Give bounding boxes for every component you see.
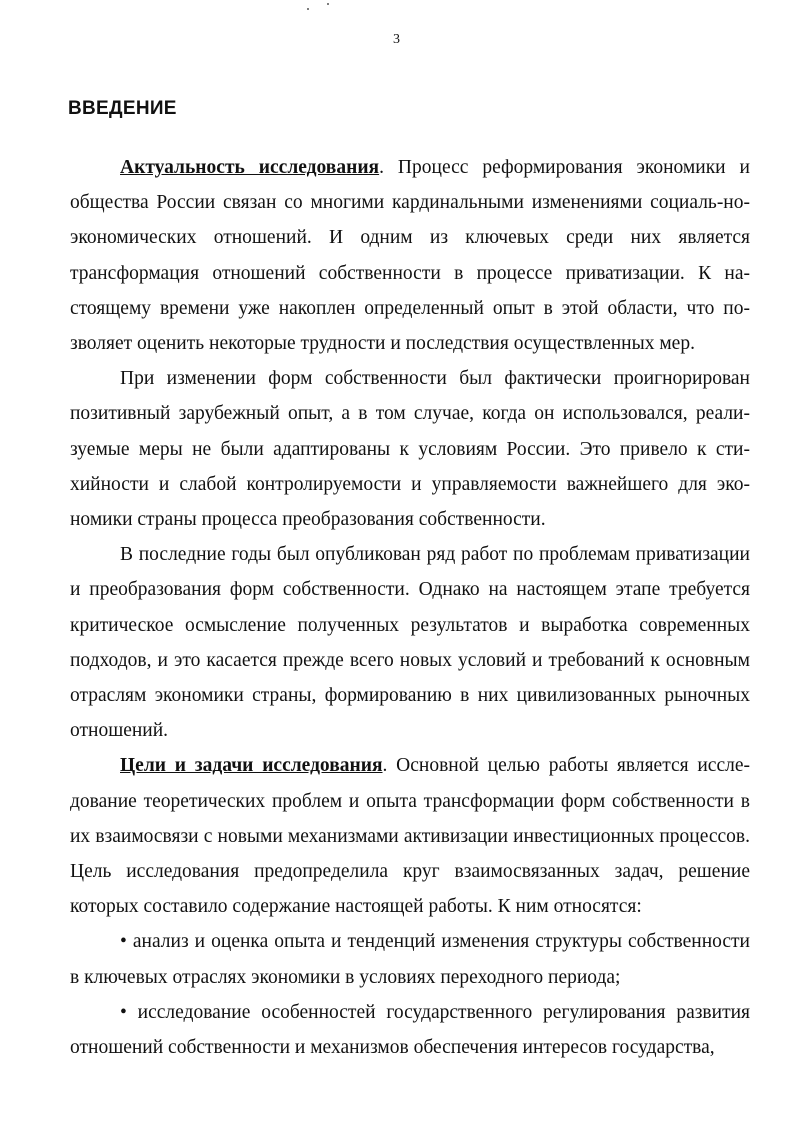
- paragraph-text: При изменении форм собственности был фактически проигнорирован позитивный зарубежный опыт, а в том случае, когда он использовался, реализуемые меры не были адаптированы к условиям России. Это привело к стихийности и слабой контролируемости и управляемости важнейшего для экономики страны процесса преобразования собственности.: [70, 368, 750, 531]
- list-item: [70, 924, 750, 994]
- list-item-text: • анализ и оценка опыта и тенденций изменения структуры собственности в ключевых отраслях экономики в условиях переходного периода;: [70, 931, 750, 988]
- section-heading: ВВЕДЕНИЕ: [68, 98, 177, 119]
- paragraph-text: В последние годы был опубликован ряд работ по проблемам приватизации и преобразования форм собственности. Однако на настоящем этапе требуется критическое осмысление полученных результатов и выработка современных подходов, и это касается прежде всего новых условий и требований к основным отраслям экономики страны, формированию в них цивилизованных рыночных отношений.: [70, 544, 750, 742]
- body-text: [70, 150, 750, 1065]
- paragraph-text: . Процесс реформирования экономики и общества России связан со многими кардинальными изменениями социаль-но-экономических отношений. И одним из ключевых среди них является трансформация отношений собственности в процессе приватизации. К настоящему времени уже накоплен определенный опыт в этой области, что позволяет оценить некоторые трудности и последствия осуществленных мер.: [70, 157, 750, 355]
- list-item-text: • исследование особенностей государственного регулирования развития отношений собственности и механизмов обеспечения интересов государства,: [70, 1001, 750, 1059]
- paragraph-goals: [70, 748, 750, 924]
- list-item: [70, 995, 750, 1065]
- scan-speck: [307, 8, 309, 10]
- paragraph: [70, 361, 750, 537]
- paragraph-lead-goals: Цели и задачи исследования: [120, 755, 383, 777]
- page-number: 3: [393, 32, 400, 47]
- paragraph-text: . Основной целью работы является исследование теоретических проблем и опыта трансформации форм собственности в их взаимосвязи с новыми механизмами активизации инвестиционных процессов. Цель исследования предопределила круг взаимосвязанных задач, решение которых составило содержание настоящей работы. К ним относятся:: [70, 755, 750, 918]
- paragraph-lead-relevance: Актуальность исследования: [120, 157, 380, 178]
- paragraph-relevance: [70, 150, 750, 361]
- scan-speck: [327, 3, 329, 5]
- paragraph: [70, 537, 750, 748]
